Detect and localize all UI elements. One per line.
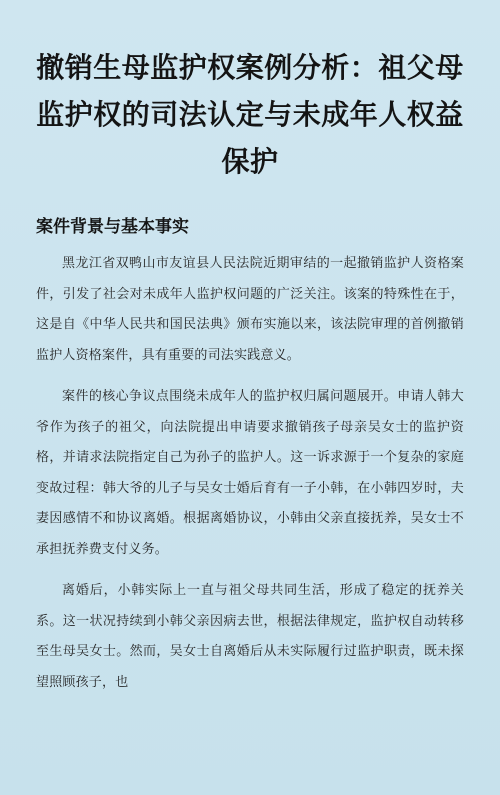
paragraph: 离婚后，小韩实际上一直与祖父母共同生活，形成了稳定的抚养关系。这一状况持续到小韩父亲因病去世，根据法律规定，监护权自动转移至生母吴女士。然而，吴女士自离婚后从未实际履行过监护职责，既未探望照顾孩子，也 — [36, 583, 464, 690]
section-heading: 案件背景与基本事实 — [36, 217, 189, 237]
paragraph: 黑龙江省双鸭山市友谊县人民法院近期审结的一起撤销监护人资格案件，引发了社会对未成年人监护权问题的广泛关注。该案的特殊性在于，这是自《中华人民共和国民法典》颁布实施以来，该法院审理的首例撤销监护人资格案件，具有重要的司法实践意义。 — [36, 256, 464, 363]
paragraph: 案件的核心争议点围绕未成年人的监护权归属问题展开。申请人韩大爷作为孩子的祖父，向法院提出申请要求撤销孩子母亲吴女士的监护资格，并请求法院指定自己为孙子的监护人。这一诉求源于一个复杂的家庭变故过程：韩大爷的儿子与吴女士婚后育有一子小韩，在小韩四岁时，夫妻因感情不和协议离婚。根据离婚协议，小韩由父亲直接抚养，吴女士不承担抚养费支付义务。 — [36, 389, 464, 557]
document-title: 撤销生母监护权案例分析：祖父母监护权的司法认定与未成年人权益保护 — [36, 51, 464, 178]
